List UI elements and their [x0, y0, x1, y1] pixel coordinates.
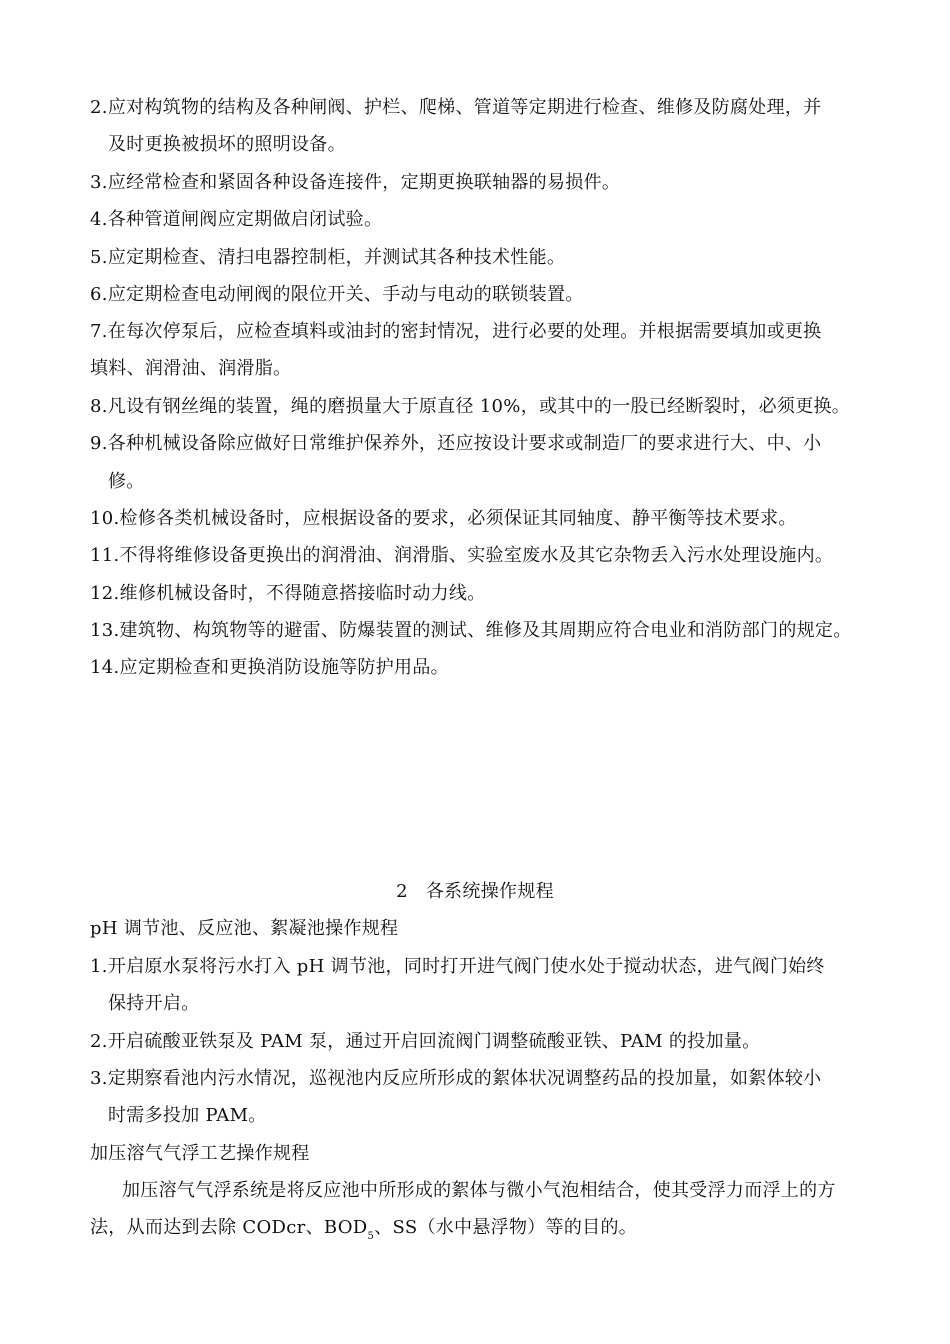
paragraph-line: 加压溶气气浮系统是将反应池中所形成的絮体与微小气泡相结合，使其受浮力而浮上的方 — [122, 1180, 836, 1201]
list-item: 5.应定期检查、清扫电器控制柜，并测试其各种技术性能。 — [90, 247, 566, 268]
section-heading — [0, 880, 950, 904]
subsection-heading: pH 调节池、反应池、絮凝池操作规程 — [90, 918, 399, 939]
list-item: 4.各种管道闸阀应定期做启闭试验。 — [90, 209, 383, 230]
list-item: 14.应定期检查和更换消防设施等防护用品。 — [90, 657, 449, 678]
list-item: 3.应经常检查和紧固各种设备连接件，定期更换联轴器的易损件。 — [90, 172, 621, 193]
list-item: 13.建筑物、构筑物等的避雷、防爆装置的测试、维修及其周期应符合电业和消防部门的规定。 — [90, 620, 852, 641]
list-item-continuation: 保持开启。 — [108, 993, 200, 1014]
list-item: 2.开启硫酸亚铁泵及 PAM 泵，通过开启回流阀门调整硫酸亚铁、PAM 的投加量。 — [90, 1031, 761, 1052]
list-item: 9.各种机械设备除应做好日常维护保养外，还应按设计要求或制造厂的要求进行大、中、小 — [90, 433, 822, 454]
list-item-continuation: 时需多投加 PAM。 — [108, 1105, 267, 1126]
list-item-continuation: 填料、润滑油、润滑脂。 — [90, 358, 292, 379]
paragraph-text: 、SS（水中悬浮物）等的目的。 — [374, 1217, 638, 1238]
list-item: 6.应定期检查电动闸阀的限位开关、手动与电动的联锁装置。 — [90, 284, 584, 305]
paragraph-text: 法，从而达到去除 CODcr、BOD — [90, 1217, 368, 1238]
list-item: 3.定期察看池内污水情况，巡视池内反应所形成的絮体状况调整药品的投加量，如絮体较小 — [90, 1068, 822, 1089]
list-item: 7.在每次停泵后，应检查填料或油封的密封情况，进行必要的处理。并根据需要填加或更换 — [90, 321, 822, 342]
list-item: 2.应对构筑物的结构及各种闸阀、护栏、爬梯、管道等定期进行检查、维修及防腐处理，并 — [90, 97, 822, 118]
subsection-heading: 加压溶气气浮工艺操作规程 — [90, 1143, 310, 1164]
section-number: 2 — [396, 881, 408, 902]
list-item-continuation: 及时更换被损坏的照明设备。 — [108, 134, 346, 155]
paragraph-line — [90, 1216, 870, 1240]
list-item: 10.检修各类机械设备时，应根据设备的要求，必须保证其同轴度、静平衡等技术要求。 — [90, 508, 797, 529]
section-title: 各系统操作规程 — [425, 881, 554, 902]
list-item-continuation: 修。 — [108, 471, 145, 492]
list-item: 8.凡设有钢丝绳的装置，绳的磨损量大于原直径 10%，或其中的一股已经断裂时，必须更换。 — [90, 396, 851, 417]
list-item: 1.开启原水泵将污水打入 pH 调节池，同时打开进气阀门使水处于搅动状态，进气阀门始终 — [90, 956, 825, 977]
bod-subscript: 5 — [367, 1231, 375, 1242]
list-item: 11.不得将维修设备更换出的润滑油、润滑脂、实验室废水及其它杂物丢入污水处理设施内。 — [90, 545, 834, 566]
list-item: 12.维修机械设备时，不得随意搭接临时动力线。 — [90, 583, 486, 604]
